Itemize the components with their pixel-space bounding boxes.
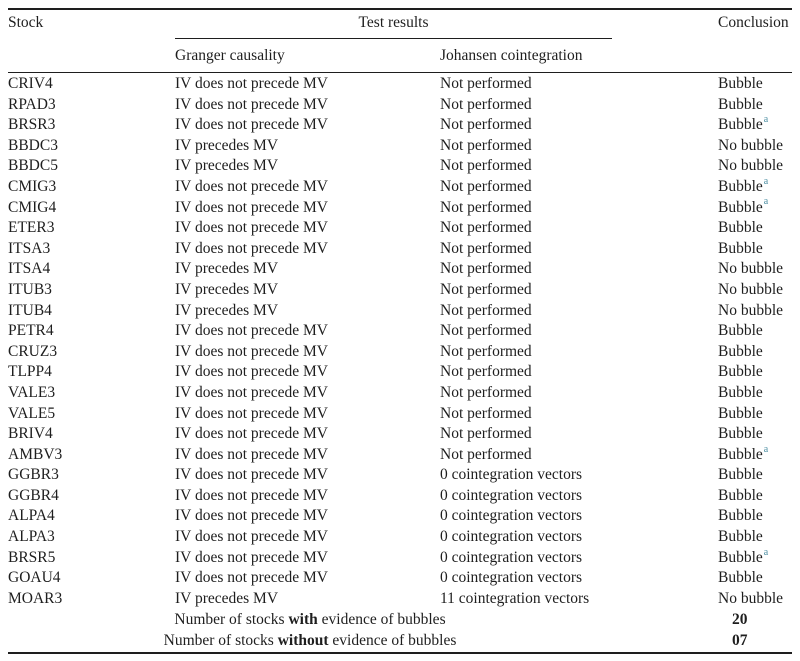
stock-code-cell: CRIV4 (8, 75, 53, 92)
granger-causality-cell: IV does not precede MV (175, 198, 328, 216)
summary-text-prefix: Number of stocks (174, 611, 289, 629)
stock-code-cell: BRSR5 (8, 548, 56, 566)
stock-code-cell: BBDC5 (8, 157, 58, 175)
granger-causality-cell: IV precedes MV (175, 280, 279, 298)
stock-code-cell: ALPA3 (8, 528, 55, 546)
test-results-span-label: Test results (175, 12, 612, 39)
granger-causality-cell: IV does not precede MV (175, 363, 328, 381)
column-group-test-results (175, 9, 718, 39)
granger-causality-cell: IV does not precede MV (175, 404, 328, 422)
johansen-cointegration-cell: Not performed (440, 363, 532, 381)
stock-code-cell: BRIV4 (8, 425, 53, 443)
stock-code-cell: RPAD3 (8, 95, 56, 113)
stock-code-cell: CMIG4 (8, 198, 57, 216)
table-row (8, 177, 792, 198)
granger-causality-cell: IV precedes MV (175, 136, 279, 154)
conclusion-cell: Bubble (718, 342, 763, 360)
conclusion-cell: No bubble (718, 260, 784, 278)
granger-causality-cell: IV does not precede MV (175, 466, 328, 484)
johansen-cointegration-cell: 11 cointegration vectors (440, 589, 590, 607)
stock-bubble-results-table (8, 8, 792, 654)
granger-causality-cell: IV does not precede MV (175, 322, 328, 340)
table-row (8, 548, 792, 569)
johansen-cointegration-cell: Not performed (440, 260, 532, 278)
conclusion-cell: Bubble (718, 569, 763, 587)
conclusion-cell: Bubble$^a$ (718, 114, 769, 134)
conclusion-cell: Bubble (718, 404, 763, 422)
johansen-cointegration-cell: Not performed (440, 383, 532, 401)
table-row (8, 321, 792, 342)
summary-label-without (8, 631, 718, 653)
summary-count-with-bubbles: 20 (732, 611, 748, 629)
stock-code-cell: MOAR3 (8, 589, 63, 607)
conclusion-cell: Bubble$^a$ (718, 443, 769, 463)
conclusion-cell: Bubble (718, 383, 763, 401)
granger-causality-cell: IV does not precede MV (175, 486, 328, 504)
johansen-cointegration-cell: Not performed (440, 157, 532, 175)
footnote-marker: a (763, 114, 769, 126)
johansen-cointegration-cell: Not performed (440, 404, 532, 422)
column-header-johansen-cointegration: Johansen cointegration (440, 39, 718, 73)
summary-row-without-bubbles (8, 631, 792, 653)
table-row (8, 404, 792, 425)
stock-code-cell: GOAU4 (8, 569, 61, 587)
johansen-cointegration-cell: 0 cointegration vectors (440, 486, 583, 504)
table-header (8, 9, 792, 73)
granger-causality-cell: IV does not precede MV (175, 548, 328, 566)
table-row (8, 465, 792, 486)
stock-code-cell: ITSA4 (8, 260, 51, 278)
granger-causality-cell: IV precedes MV (175, 589, 279, 607)
table-row (8, 342, 792, 363)
stock-code-cell: VALE5 (8, 404, 56, 422)
column-header-stock: Stock (8, 9, 175, 73)
footnote-marker: a (763, 546, 769, 558)
johansen-cointegration-cell: 0 cointegration vectors (440, 507, 583, 525)
stock-code-cell: BRSR3 (8, 116, 56, 134)
granger-causality-cell: IV does not precede MV (175, 75, 328, 92)
johansen-cointegration-cell: Not performed (440, 301, 532, 319)
johansen-cointegration-cell: 0 cointegration vectors (440, 569, 583, 587)
conclusion-cell: Bubble$^a$ (718, 175, 769, 195)
table-row (8, 280, 792, 301)
johansen-cointegration-cell: Not performed (440, 219, 532, 237)
stock-code-cell: GGBR4 (8, 486, 59, 504)
summary-text-prefix: Number of stocks (163, 632, 278, 650)
table-row (8, 73, 792, 95)
granger-causality-cell: IV precedes MV (175, 157, 279, 175)
footnote-marker: a (763, 175, 769, 187)
johansen-cointegration-cell: Not performed (440, 322, 532, 340)
conclusion-cell: Bubble (718, 239, 763, 257)
conclusion-cell: Bubble (718, 507, 763, 525)
granger-causality-cell: IV does not precede MV (175, 342, 328, 360)
conclusion-cell: Bubble (718, 528, 763, 546)
stock-code-cell: TLPP4 (8, 363, 52, 381)
stock-code-cell: ITUB3 (8, 280, 52, 298)
summary-row-with-bubbles (8, 609, 792, 631)
table-row (8, 383, 792, 404)
granger-causality-cell: IV does not precede MV (175, 239, 328, 257)
conclusion-cell: Bubble (718, 322, 763, 340)
stock-code-cell: BBDC3 (8, 136, 58, 154)
summary-emphasis-without: without (277, 632, 329, 650)
table-summary (8, 609, 792, 652)
johansen-cointegration-cell: Not performed (440, 75, 532, 92)
stock-code-cell: CRUZ3 (8, 342, 58, 360)
granger-causality-cell: IV does not precede MV (175, 219, 328, 237)
granger-causality-cell: IV does not precede MV (175, 569, 328, 587)
table-row (8, 506, 792, 527)
johansen-cointegration-cell: Not performed (440, 239, 532, 257)
stock-code-cell: CMIG3 (8, 177, 57, 195)
granger-causality-cell: IV precedes MV (175, 301, 279, 319)
conclusion-cell: No bubble (718, 589, 784, 607)
stock-code-cell: GGBR3 (8, 466, 59, 484)
granger-causality-cell: IV does not precede MV (175, 507, 328, 525)
table-row (8, 259, 792, 280)
johansen-cointegration-cell: Not performed (440, 116, 532, 134)
stock-code-cell: ITUB4 (8, 301, 52, 319)
table-row (8, 424, 792, 445)
table-row (8, 486, 792, 507)
conclusion-cell: No bubble (718, 136, 784, 154)
table-row (8, 445, 792, 466)
table-row (8, 362, 792, 383)
johansen-cointegration-cell: 0 cointegration vectors (440, 466, 583, 484)
table-row (8, 239, 792, 260)
conclusion-cell: Bubble (718, 466, 763, 484)
granger-causality-cell: IV does not precede MV (175, 528, 328, 546)
johansen-cointegration-cell: 0 cointegration vectors (440, 528, 583, 546)
table-row (8, 156, 792, 177)
conclusion-cell: Bubble (718, 486, 763, 504)
column-header-conclusion: Conclusion (718, 9, 792, 73)
table-row (8, 218, 792, 239)
stock-code-cell: ETER3 (8, 219, 55, 237)
table-row (8, 589, 792, 610)
johansen-cointegration-cell: Not performed (440, 177, 532, 195)
johansen-cointegration-cell: 0 cointegration vectors (440, 548, 583, 566)
granger-causality-cell: IV does not precede MV (175, 425, 328, 443)
granger-causality-cell: IV does not precede MV (175, 445, 328, 463)
johansen-cointegration-cell: Not performed (440, 136, 532, 154)
granger-causality-cell: IV does not precede MV (175, 383, 328, 401)
table-body (8, 73, 792, 610)
stock-code-cell: ALPA4 (8, 507, 55, 525)
conclusion-cell: No bubble (718, 301, 784, 319)
table-row (8, 115, 792, 136)
table-row (8, 301, 792, 322)
johansen-cointegration-cell: Not performed (440, 280, 532, 298)
table-row (8, 568, 792, 589)
summary-text-suffix: evidence of bubbles (317, 611, 446, 629)
granger-causality-cell: IV precedes MV (175, 260, 279, 278)
johansen-cointegration-cell: Not performed (440, 342, 532, 360)
conclusion-cell: Bubble (718, 219, 763, 237)
johansen-cointegration-cell: Not performed (440, 445, 532, 463)
table-row (8, 136, 792, 157)
table-row (8, 198, 792, 219)
johansen-cointegration-cell: Not performed (440, 95, 532, 113)
conclusion-cell: Bubble$^a$ (718, 196, 769, 216)
conclusion-cell: Bubble (718, 75, 763, 92)
conclusion-cell: Bubble (718, 425, 763, 443)
summary-emphasis-with: with (288, 611, 318, 629)
stock-code-cell: AMBV3 (8, 445, 63, 463)
johansen-cointegration-cell: Not performed (440, 425, 532, 443)
summary-count-without-bubbles: 07 (732, 632, 748, 650)
stock-code-cell: ITSA3 (8, 239, 51, 257)
conclusion-cell: No bubble (718, 280, 784, 298)
conclusion-cell: Bubble (718, 363, 763, 381)
granger-causality-cell: IV does not precede MV (175, 95, 328, 113)
conclusion-cell: Bubble$^a$ (718, 546, 769, 566)
table-row (8, 95, 792, 116)
granger-causality-cell: IV does not precede MV (175, 177, 328, 195)
footnote-marker: a (763, 443, 769, 455)
stock-code-cell: PETR4 (8, 322, 54, 340)
conclusion-cell: No bubble (718, 157, 784, 175)
column-header-granger-causality: Granger causality (175, 39, 440, 73)
granger-causality-cell: IV does not precede MV (175, 116, 328, 134)
conclusion-cell: Bubble (718, 95, 763, 113)
summary-label-with (8, 609, 718, 631)
footnote-marker: a (763, 196, 769, 208)
stock-code-cell: VALE3 (8, 383, 56, 401)
johansen-cointegration-cell: Not performed (440, 198, 532, 216)
summary-text-suffix: evidence of bubbles (328, 632, 457, 650)
table-row (8, 527, 792, 548)
